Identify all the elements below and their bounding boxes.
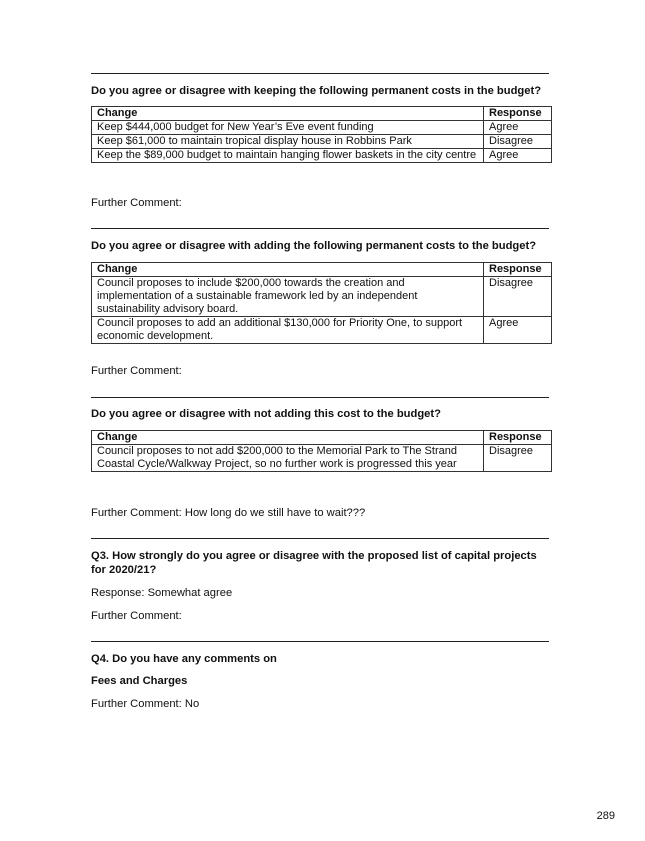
further-comment: Further Comment:	[91, 365, 182, 377]
response-cell: Disagree	[484, 135, 552, 149]
page-number: 289	[596, 810, 615, 822]
change-cell: Keep $61,000 to maintain tropical display house in Robbins Park	[92, 135, 484, 149]
further-comment: Further Comment:	[91, 197, 182, 209]
divider-rule	[91, 397, 549, 398]
column-header-response: Response	[484, 263, 552, 277]
divider-rule	[91, 228, 549, 229]
change-cell: Council proposes to add an additional $130,000 for Priority One, to support economic development.	[92, 317, 484, 344]
further-comment: Further Comment: No	[91, 698, 200, 710]
table-row	[92, 135, 552, 149]
further-comment: Further Comment: How long do we still have to wait???	[91, 507, 366, 519]
q3-response: Response: Somewhat agree	[91, 587, 233, 599]
table-row	[92, 445, 552, 472]
change-cell: Council proposes to not add $200,000 to the Memorial Park to The Strand Coastal Cycle/Walkway Project, so no further work is progressed this year	[92, 445, 484, 472]
keep-costs-table	[91, 106, 552, 163]
column-header-change: Change	[92, 431, 484, 445]
change-cell: Keep the $89,000 budget to maintain hanging flower baskets in the city centre	[92, 149, 484, 163]
change-cell: Council proposes to include $200,000 towards the creation and implementation of a sustainable framework led by an independent sustainability advisory board.	[92, 277, 484, 317]
table-header-row	[92, 107, 552, 121]
change-cell: Keep $444,000 budget for New Year’s Eve event funding	[92, 121, 484, 135]
question-add-costs: Do you agree or disagree with adding the following permanent costs to the budget?	[91, 240, 537, 252]
column-header-change: Change	[92, 107, 484, 121]
subheading-fees-and-charges: Fees and Charges	[91, 675, 188, 687]
divider-rule	[91, 73, 549, 74]
question-q4: Q4. Do you have any comments on	[91, 653, 277, 665]
question-q3: Q3. How strongly do you agree or disagree with the proposed list of capital projects for 2020/21?	[91, 550, 537, 576]
response-cell: Disagree	[484, 277, 552, 317]
question-keep-costs: Do you agree or disagree with keeping the following permanent costs in the budget?	[91, 85, 542, 97]
further-comment: Further Comment:	[91, 610, 182, 622]
column-header-response: Response	[484, 431, 552, 445]
divider-rule	[91, 538, 549, 539]
column-header-change: Change	[92, 263, 484, 277]
table-row	[92, 149, 552, 163]
response-cell: Disagree	[484, 445, 552, 472]
response-cell: Agree	[484, 317, 552, 344]
table-row	[92, 121, 552, 135]
response-cell: Agree	[484, 121, 552, 135]
divider-rule	[91, 641, 549, 642]
table-row	[92, 317, 552, 344]
response-cell: Agree	[484, 149, 552, 163]
add-costs-table	[91, 262, 552, 344]
table-header-row	[92, 431, 552, 445]
column-header-response: Response	[484, 107, 552, 121]
table-row	[92, 277, 552, 317]
question-not-adding-cost: Do you agree or disagree with not adding this cost to the budget?	[91, 408, 441, 420]
not-adding-cost-table	[91, 430, 552, 472]
table-header-row	[92, 263, 552, 277]
